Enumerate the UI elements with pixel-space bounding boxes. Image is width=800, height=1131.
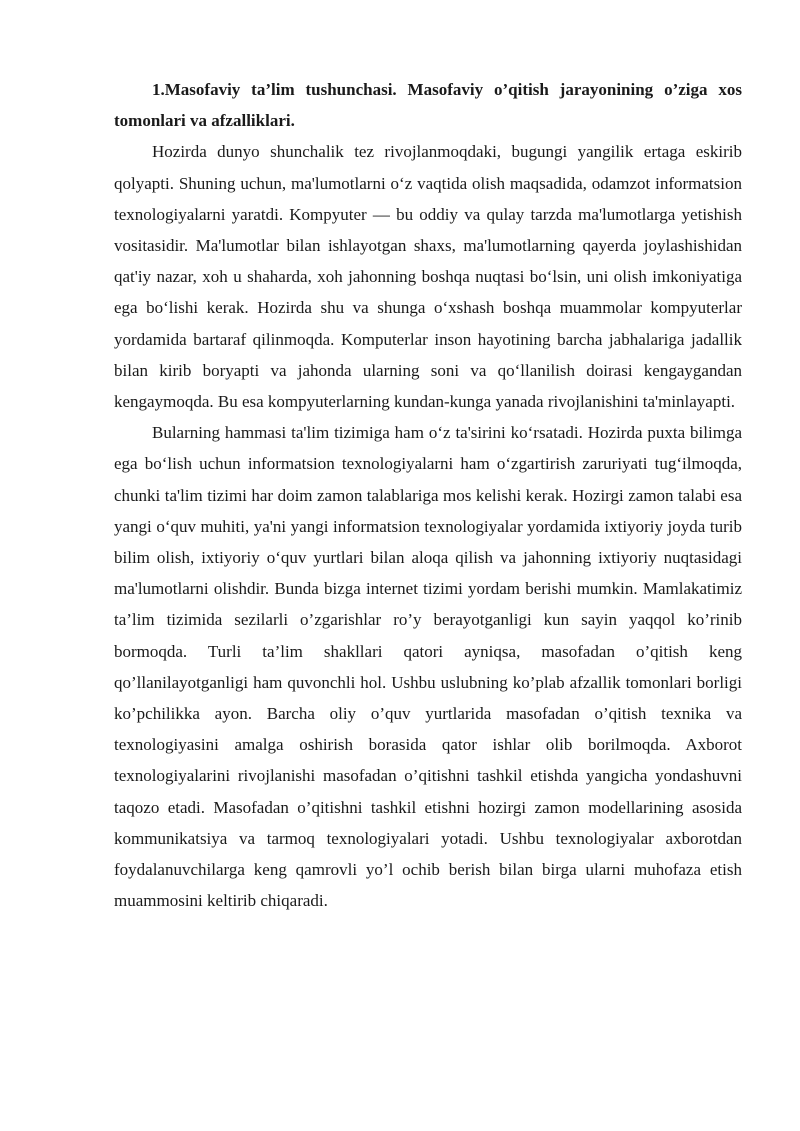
paragraph-1: Hozirda dunyo shunchalik tez rivojlanmoqdaki, bugungi yangilik ertaga eskirib qolyapti. Shuning uchun, ma'lumotlarni o‘z vaqtida olish maqsadida, odamzot informatsion texnologiyalarni yaratdi. Kompyuter — bu oddiy va qulay tarzda ma'lumotlarga yetishish vositasidir. Ma'lumotlar bilan ishlayotgan shaxs, ma'lumotlarning qayerda joylashishidan qat'iy nazar, xoh u shaharda, xoh jahonning boshqa nuqtasi bo‘lsin, uni olish imkoniyatiga ega bo‘lishi kerak. Hozirda shu va shunga o‘xshash boshqa muammolar kompyuterlar yordamida bartaraf qilinmoqda. Komputerlar inson hayotining barcha jabhalariga jadallik bilan kirib boryapti va jahonda ularning soni va qo‘llanilish doirasi kengaygandan kengaymoqda. Bu esa kompyuterlarning kundan-kunga yanada rivojlanishini ta'minlayapti. [114,142,742,412]
section-heading: 1.Masofaviy ta’lim tushunchasi. Masofaviy o’qitish jarayonining o’ziga xos tomonlari va afzalliklari. [114,80,742,131]
paragraph-2: Bularning hammasi ta'lim tizimiga ham o‘z ta'sirini ko‘rsatadi. Hozirda puxta bilimga ega bo‘lish uchun informatsion texnologiyalarni ham o‘zgartirish zaruriyati tug‘ilmoqda, chunki ta'lim tizimi har doim zamon talablariga mos kelishi kerak. Hozirgi zamon talabi esa yangi o‘quv muhiti, ya'ni yangi informatsion texnologiyalar yordamida ixtiyoriy joyda turib bilim olish, ixtiyoriy o‘quv yurtlari bilan aloqa qilish va jahonning ixtiyoriy nuqtasidagi ma'lumotlarni olishdir. Bunda bizga internet tizimi yordam berishi mumkin. Mamlakatimiz ta’lim tizimida sezilarli o’zgarishlar ro’y berayotganligi kun sayin yaqqol ko’rinib bormoqda. Turli ta’lim shakllari qatori ayniqsa, masofadan o’qitish keng qo’llanilayotganligi ham quvonchli hol. Ushbu uslubning ko’plab afzallik tomonlari borligi ko’pchilikka ayon. Barcha oliy o’quv yurtlarida masofadan o’qitish texnika va texnologiyasini amalga oshirish borasida qator ishlar olib borilmoqda. Axborot texnologiyalarini rivojlanishi masofadan o’qitishni tashkil etishda yangicha yondashuvni taqozo etadi. Masofadan o’qitishni tashkil etishni hozirgi zamon modellarining asosida kommunikatsiya va tarmoq texnologiyalari yotadi. Ushbu texnologiyalar axborotdan foydalanuvchilarga keng qamrovli yo’l ochib berish bilan birga ularni muhofaza etish muammosini keltirib chiqaradi. [114,423,742,911]
document-page [114,74,742,916]
